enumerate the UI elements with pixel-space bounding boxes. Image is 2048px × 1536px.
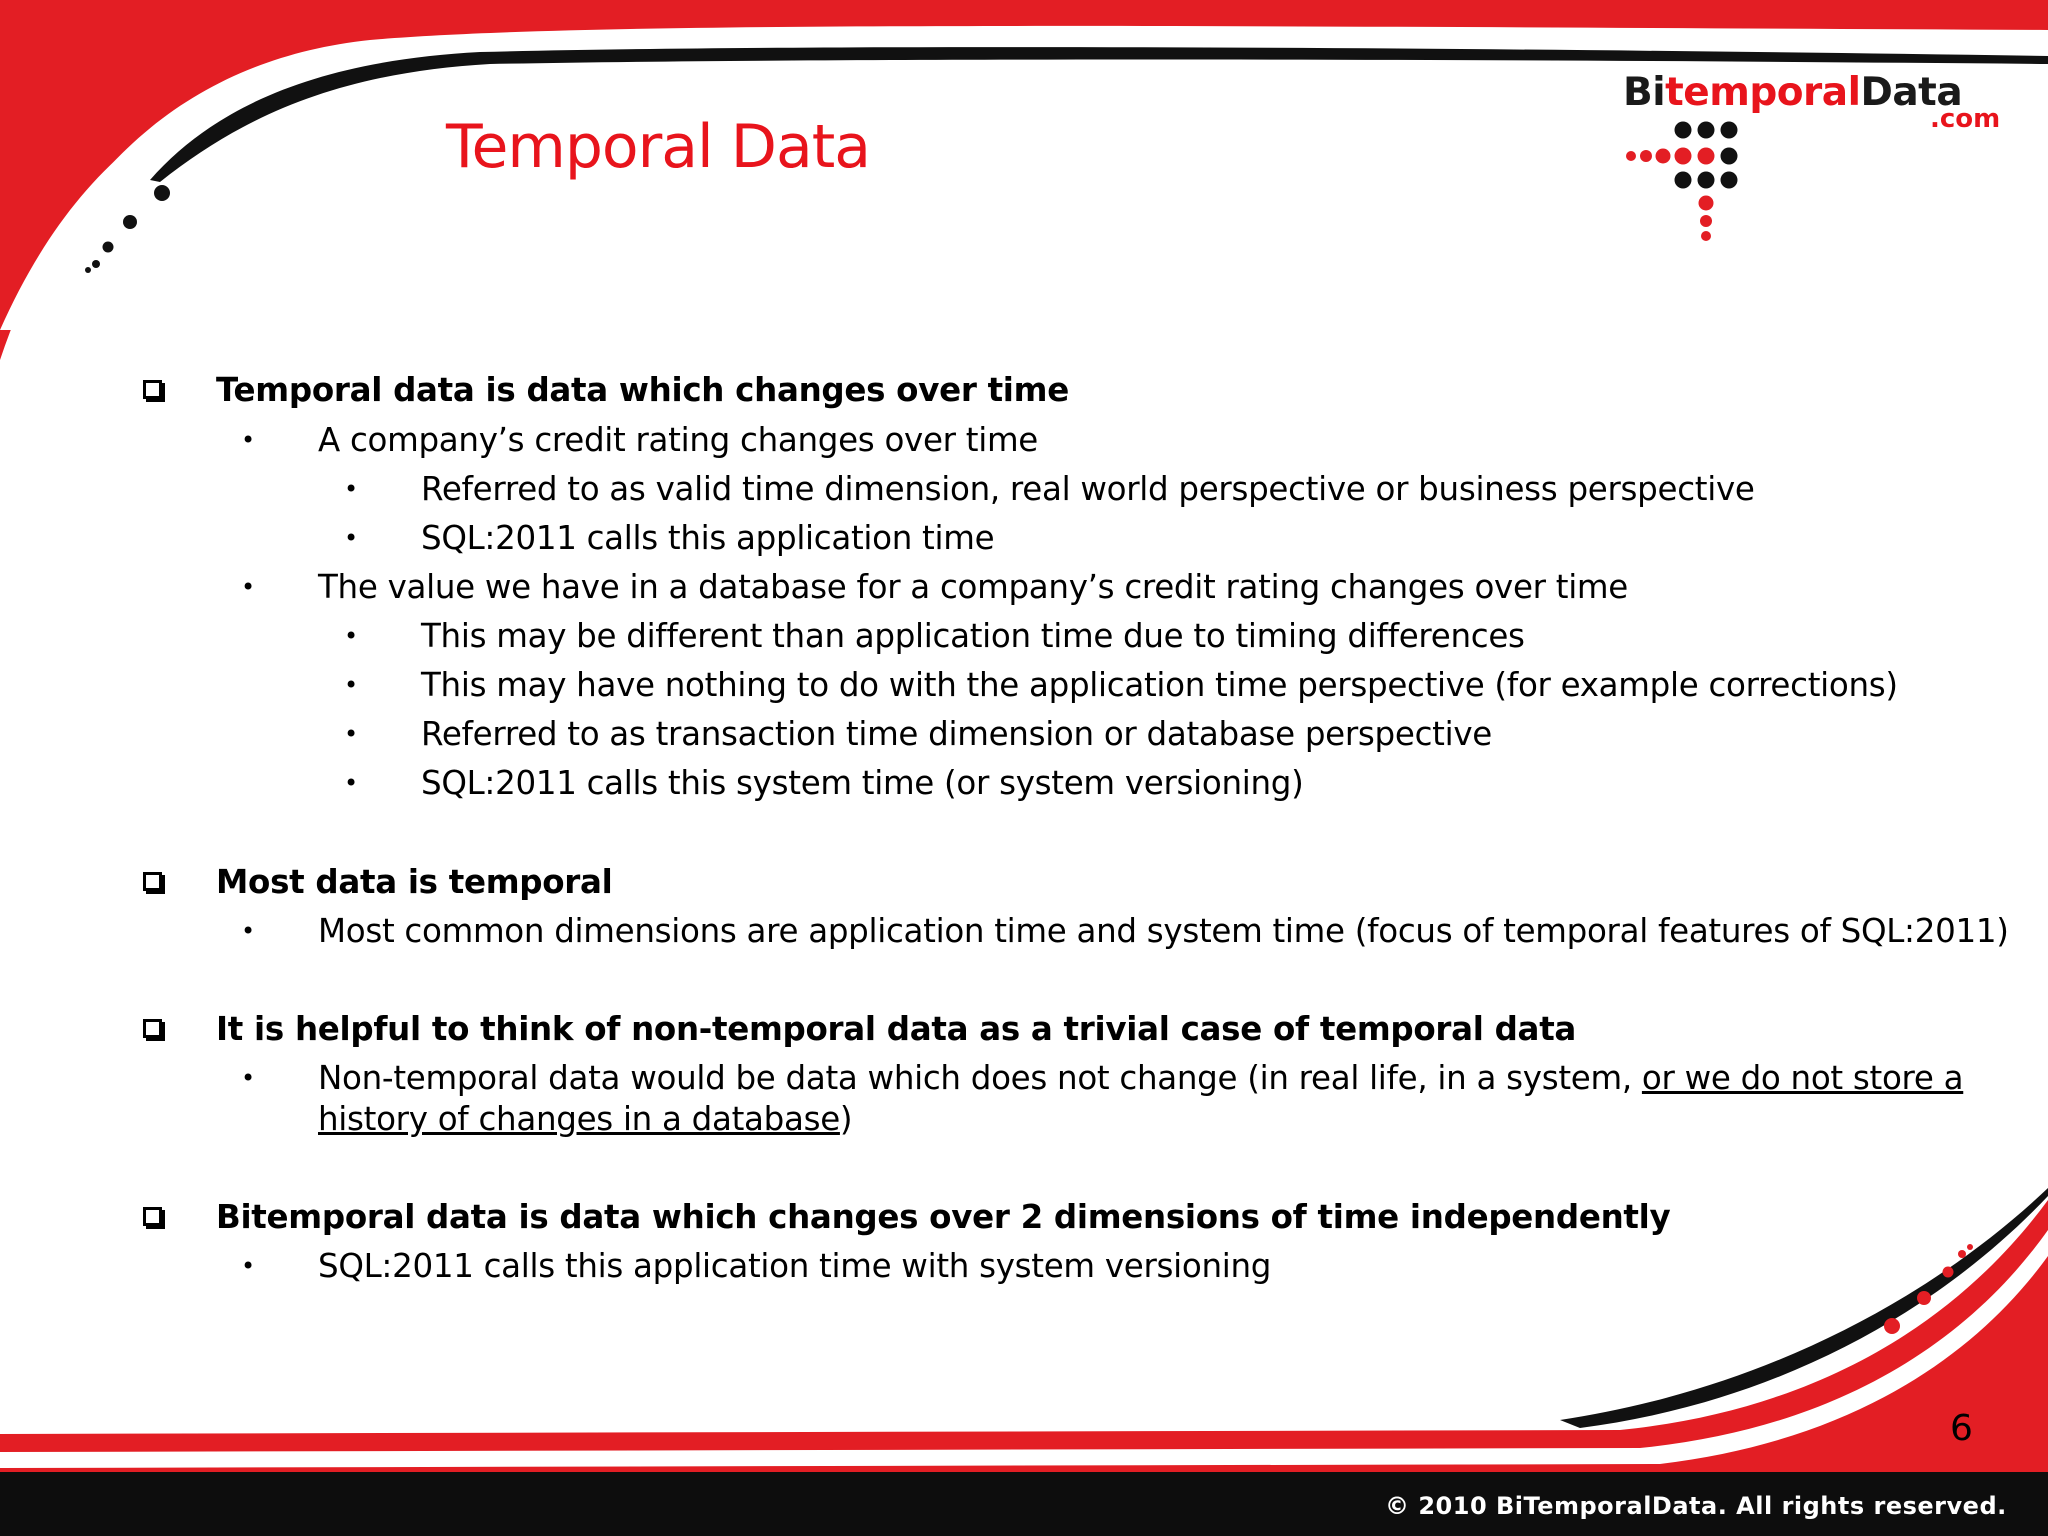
bullet-dot-icon: • [344, 769, 359, 797]
checkbox-bullet-icon [143, 380, 162, 399]
bullet-level1: Temporal data is data which changes over time [216, 371, 1069, 409]
logo-dotcom: .com [1930, 104, 2001, 134]
bullet-level1: Bitemporal data is data which changes over 2 dimensions of time independently [216, 1198, 1671, 1236]
bullet-dot-icon: • [344, 720, 359, 748]
bullet-dot-icon: • [344, 671, 359, 699]
slide-title: Temporal Data [446, 112, 871, 182]
bullet-dot-icon: • [344, 524, 359, 552]
logo-part-temporal: temporal [1665, 70, 1861, 115]
bullet-level2-continuation [318, 1099, 852, 1139]
bullet-text-underlined: or we do not store a [1641, 1059, 1964, 1097]
logo-part-bi: Bi [1623, 70, 1666, 115]
bullet-dot-icon: • [344, 475, 359, 503]
bullet-dot-icon: • [344, 622, 359, 650]
bullet-dot-icon: • [241, 573, 256, 601]
checkbox-bullet-icon [143, 1207, 162, 1226]
bullet-level2: SQL:2011 calls this application time with system versioning [318, 1247, 1272, 1285]
bullet-text-plain: Non-temporal data would be data which does not change (in real life, in a system, [318, 1059, 1642, 1097]
bullet-level3: This may be different than application time due to timing differences [421, 617, 1525, 655]
bullet-level1: Most data is temporal [216, 863, 613, 901]
bullet-level3: SQL:2011 calls this application time [421, 519, 995, 557]
bullet-level2: The value we have in a database for a company’s credit rating changes over time [318, 568, 1628, 606]
bullet-text-underlined: history of changes in a database [318, 1100, 840, 1138]
checkbox-bullet-icon [143, 1019, 162, 1038]
bullet-level3: Referred to as transaction time dimension or database perspective [421, 715, 1492, 753]
bullet-level3: This may have nothing to do with the application time perspective (for example corrections) [421, 666, 1898, 704]
page-number: 6 [1950, 1408, 1973, 1449]
checkbox-bullet-icon [143, 872, 162, 891]
copyright-text: © 2010 BiTemporalData. All rights reserved. [1385, 1492, 2007, 1520]
bullet-level1: It is helpful to think of non-temporal data as a trivial case of temporal data [216, 1010, 1577, 1048]
bullet-text-plain: ) [839, 1100, 853, 1138]
bullet-level2: Most common dimensions are application time and system time (focus of temporal features of SQL:2011) [318, 912, 2009, 950]
bullet-level3: Referred to as valid time dimension, real world perspective or business perspective [421, 470, 1755, 508]
bullet-dot-icon: • [241, 1252, 256, 1280]
bullet-dot-icon: • [241, 917, 256, 945]
bullet-dot-icon: • [241, 1064, 256, 1092]
logo-part-data: Data [1860, 70, 1963, 115]
bullet-level2 [318, 1058, 1963, 1098]
bullet-level2: A company’s credit rating changes over time [318, 421, 1039, 459]
bullet-dot-icon: • [241, 426, 256, 454]
bullet-level3: SQL:2011 calls this system time (or system versioning) [421, 764, 1304, 802]
